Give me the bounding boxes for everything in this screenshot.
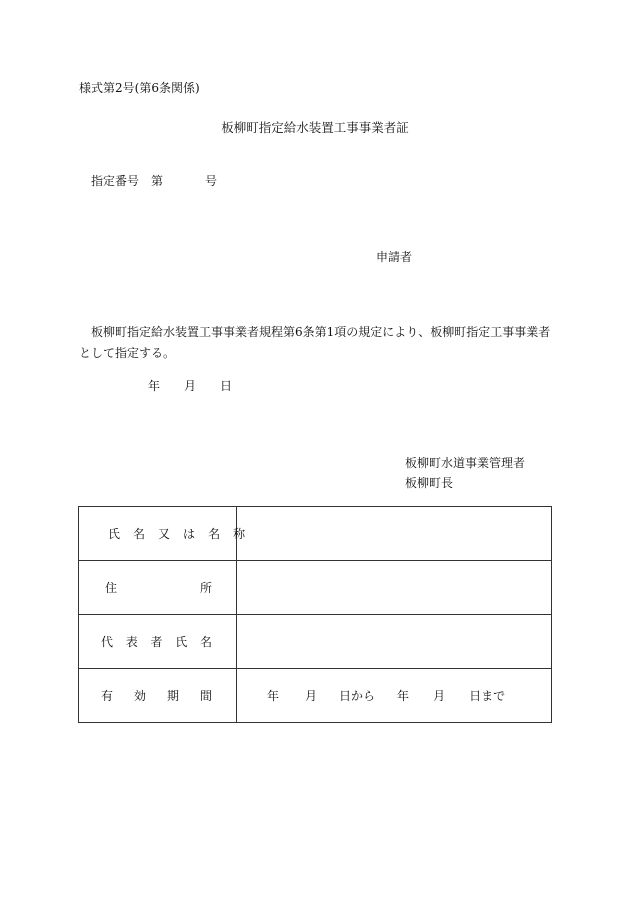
designation-statement: 板柳町指定給水装置工事事業者規程第6条第1項の規定により、板柳町指定工事事業者として指定する。	[79, 325, 551, 360]
date-month: 月	[184, 379, 197, 393]
address-value-cell[interactable]	[237, 561, 552, 615]
designation-prefix: 第	[151, 174, 164, 188]
issue-date	[148, 378, 232, 394]
label-char: 名	[199, 635, 212, 649]
period-month-from: 月	[305, 689, 318, 703]
period-day-until: 日まで	[469, 689, 506, 703]
applicant-label: 申請者	[376, 250, 413, 264]
validity-period	[237, 687, 551, 704]
designation-label: 指定番号	[91, 174, 140, 188]
form-number: 様式第2号(第6条関係)	[79, 81, 200, 95]
label-char: 所	[199, 581, 212, 595]
document-title: 板柳町指定給水装置工事事業者証	[221, 120, 409, 135]
label-char: 間	[199, 689, 212, 703]
designation-suffix: 号	[205, 174, 218, 188]
period-year-from: 年	[267, 689, 280, 703]
issuer-title: 板柳町水道事業管理者	[405, 456, 526, 470]
label-char: 住	[105, 581, 118, 595]
label-char: 者	[150, 635, 163, 649]
address-label-cell	[79, 561, 237, 615]
representative-value-cell[interactable]	[237, 615, 552, 669]
label-char: 又	[158, 527, 171, 541]
label-char: 名	[208, 527, 221, 541]
issuer-name: 板柳町長	[405, 476, 454, 490]
period-year-until: 年	[397, 689, 410, 703]
info-table	[78, 506, 552, 723]
representative-label-cell	[79, 615, 237, 669]
label-char: 有	[101, 689, 114, 703]
period-day-from: 日から	[339, 689, 376, 703]
validity-label-cell	[79, 669, 237, 723]
label-char: 効	[133, 689, 146, 703]
label-char: は	[183, 527, 196, 541]
label-char: 期	[166, 689, 179, 703]
label-char: 名	[133, 527, 146, 541]
date-year: 年	[148, 379, 161, 393]
label-char: 氏	[175, 635, 188, 649]
label-char: 称	[233, 527, 246, 541]
table-row	[79, 615, 552, 669]
name-value-cell[interactable]	[237, 507, 552, 561]
label-char: 氏	[108, 527, 121, 541]
name-label-cell	[79, 507, 246, 561]
period-month-until: 月	[433, 689, 446, 703]
validity-period-cell[interactable]	[237, 669, 552, 723]
label-char: 代	[101, 635, 114, 649]
designation-number	[91, 173, 217, 189]
label-char: 表	[125, 635, 138, 649]
table-row	[79, 561, 552, 615]
date-day: 日	[220, 379, 233, 393]
issuer-block	[405, 453, 525, 493]
table-row	[79, 507, 552, 561]
table-row	[79, 669, 552, 723]
